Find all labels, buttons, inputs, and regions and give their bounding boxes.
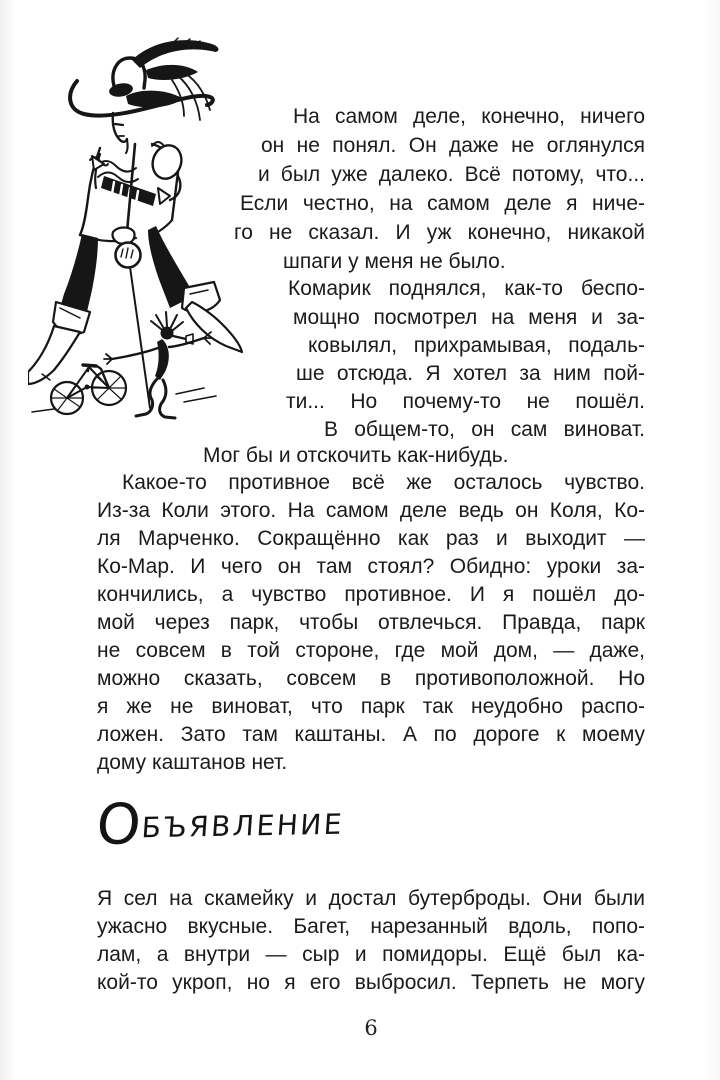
text-line: Комарик поднялся, как-то беспо-	[288, 277, 645, 300]
text-line: он не понял. Он даже не оглянулся	[261, 134, 645, 157]
text-line: Мог бы и отскочить как-нибудь.	[203, 444, 509, 467]
text-line: я же не виноват, что парк так неудобно распо-	[97, 695, 645, 718]
text-line: можно сказать, совсем в противоположной. Но	[97, 667, 645, 690]
text-line: Ко-Мар. И чего он там стоял? Обидно: уроки за-	[97, 555, 645, 578]
text-line: Я сел на скамейку и достал бутерброды. Они были	[97, 887, 645, 910]
text-line: го не сказал. И уж конечно, никакой	[234, 221, 645, 244]
hat-shadow	[126, 91, 182, 108]
text-line: ти... Но почему-то не пошёл.	[286, 390, 645, 413]
text-line: Если честно, на самом деле я ниче-	[240, 192, 645, 215]
text-line: ложен. Зато там каштаны. А по дороге к моему	[97, 723, 645, 746]
text-line: Из-за Коли этого. На самом деле ведь он Коля, Ко-	[97, 499, 645, 522]
text-line: ужасно вкусные. Багет, нарезанный вдоль, попо-	[97, 915, 645, 938]
text-line: На самом деле, конечно, ничего	[293, 105, 645, 128]
page-number: 6	[364, 1016, 378, 1040]
section-heading	[94, 790, 346, 864]
text-line: мощно посмотрел на меня и за-	[293, 306, 645, 329]
epee-blade	[130, 267, 150, 408]
hands	[113, 228, 135, 245]
text-line: ше отсюда. Я хотел за ним пой-	[296, 362, 645, 385]
text-line: кой-то укроп, но я его выбросил. Терпеть не могу	[97, 971, 645, 994]
text-line: и был уже далеко. Всё потому, что...	[258, 163, 645, 186]
epee-guard	[116, 243, 141, 268]
heading-rest: БЪЯВЛЕНИЕ	[140, 807, 346, 845]
text-line: шпаги у меня не было.	[283, 250, 506, 273]
bicycle	[51, 365, 126, 414]
heading-initial-letter: О	[94, 792, 145, 859]
text-line: дому каштанов нет.	[97, 751, 288, 774]
text-line: не совсем в той стороне, где мой дом, — даже,	[97, 639, 645, 662]
text-line: Какое-то противное всё же осталось чувство.	[122, 471, 645, 494]
text-line: ля Марченко. Сокращённо как раз и выходит —	[97, 527, 645, 550]
text-line: лам, а внутри — сыр и помидоры. Ещё был ка-	[97, 943, 645, 966]
text-line: мой через парк, чтобы отвлечься. Правда, парк	[97, 611, 645, 634]
text-line: В общем-то, он сам виноват.	[324, 418, 645, 441]
text-line: ковылял, прихрамывая, подаль-	[308, 334, 645, 357]
feather-plume	[132, 40, 219, 68]
text-line: кончились, а чувство противное. И я пошёл до-	[97, 583, 645, 606]
